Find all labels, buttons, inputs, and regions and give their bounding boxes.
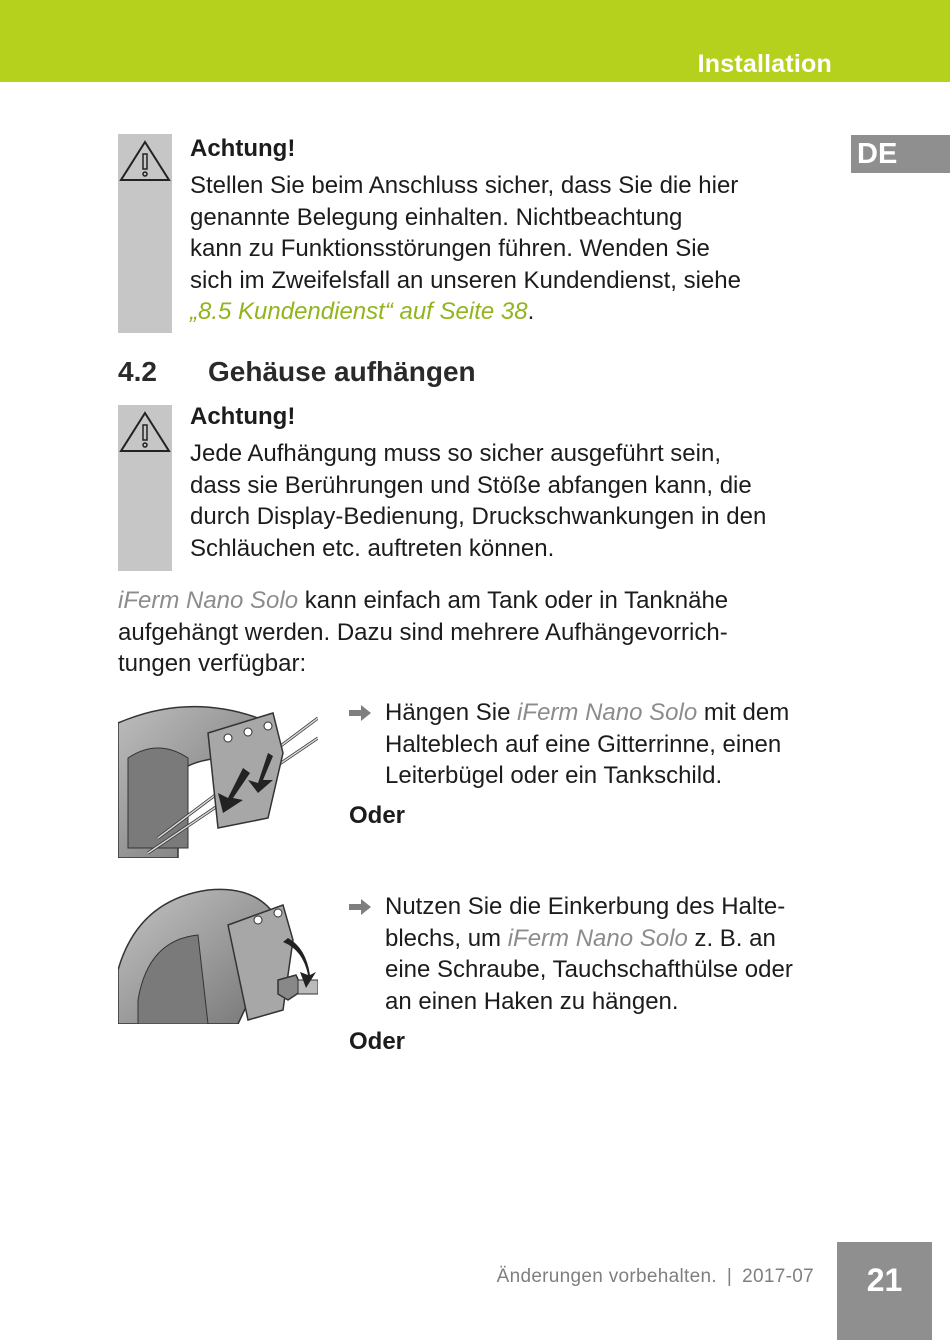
step-line: Leiterbügel oder ein Tankschild. [385,762,723,790]
intro-line: tungen verfügbar: [118,650,307,678]
step-line: Halteblech auf eine Gitterrinne, einen [385,730,782,758]
warning-line: kann zu Funktionsstörungen führen. Wenden Sie [190,235,710,263]
step-line: Nutzen Sie die Einkerbung des Halte- [385,893,786,920]
warning-bar [118,405,172,571]
step-text: mit dem [697,699,790,726]
warning-triangle-icon [118,409,172,455]
intro-text: kann einfach am Tank oder in Tanknähe [298,587,729,614]
footer-date: 2017-07 [742,1266,814,1287]
step-line [385,697,849,729]
footer [497,1266,814,1288]
product-name: iFerm Nano Solo [517,699,698,726]
intro-line [118,585,818,617]
warning-bar [118,134,172,333]
warning-line: sich im Zweifelsfall an unseren Kundendienst, siehe [190,266,741,294]
product-name: iFerm Nano Solo [507,924,688,952]
footer-note: Änderungen vorbehalten. [496,1266,717,1287]
warning-line: durch Display-Bedienung, Druckschwankungen in den [190,503,767,531]
section-heading-title: Gehäuse aufhängen [208,356,476,387]
intro-line: aufgehängt werden. Dazu sind mehrere Aufhängevorrich- [118,618,728,646]
step-line: an einen Haken zu hängen. [385,987,679,1015]
product-name: iFerm Nano Solo [118,587,299,614]
punctuation: . [527,298,535,326]
step-text: blechs, um [385,924,508,952]
arrow-right-icon [349,899,373,915]
warning-text-2 [190,402,830,564]
cross-reference-link[interactable]: „8.5 Kundendienst“ auf Seite 38 [190,298,528,326]
arrow-right-icon [349,705,373,721]
step-line: eine Schraube, Tauchschafthülse oder [385,956,793,984]
illustration-screw-mount [118,880,318,1024]
warning-title: Achtung! [190,135,296,162]
illustration-gutter-mount [118,698,318,858]
warning-line: Stellen Sie beim Anschluss sicher, dass Sie die hier [190,172,739,199]
warning-line: dass sie Berührungen und Stöße abfangen kann, die [190,471,752,499]
warning-line: Schläuchen etc. auftreten können. [190,534,555,562]
warning-title: Achtung! [190,403,296,430]
intro-paragraph [118,585,818,680]
or-label: Oder [349,1028,406,1055]
section-number: 4.2 [118,356,157,387]
page-number: 21 [837,1242,932,1340]
or-label: Oder [349,802,406,829]
warning-text-1 [190,134,830,328]
footer-separator: | [726,1266,733,1287]
step-line [385,923,849,955]
warning-line: genannte Belegung einhalten. Nichtbeachtung [190,203,683,231]
header-bar [0,0,950,82]
step-text: z. B. an [687,924,776,952]
instruction-step-1 [349,697,849,792]
warning-triangle-icon [118,138,172,184]
section-title: Installation [697,50,832,78]
step-text: Hängen Sie [385,699,518,726]
instruction-step-2 [349,891,849,1017]
section-heading [118,356,476,388]
warning-line: Jede Aufhängung muss so sicher ausgeführt sein, [190,440,721,467]
language-tab: DE [851,135,950,173]
warning-line-xref [190,296,830,328]
